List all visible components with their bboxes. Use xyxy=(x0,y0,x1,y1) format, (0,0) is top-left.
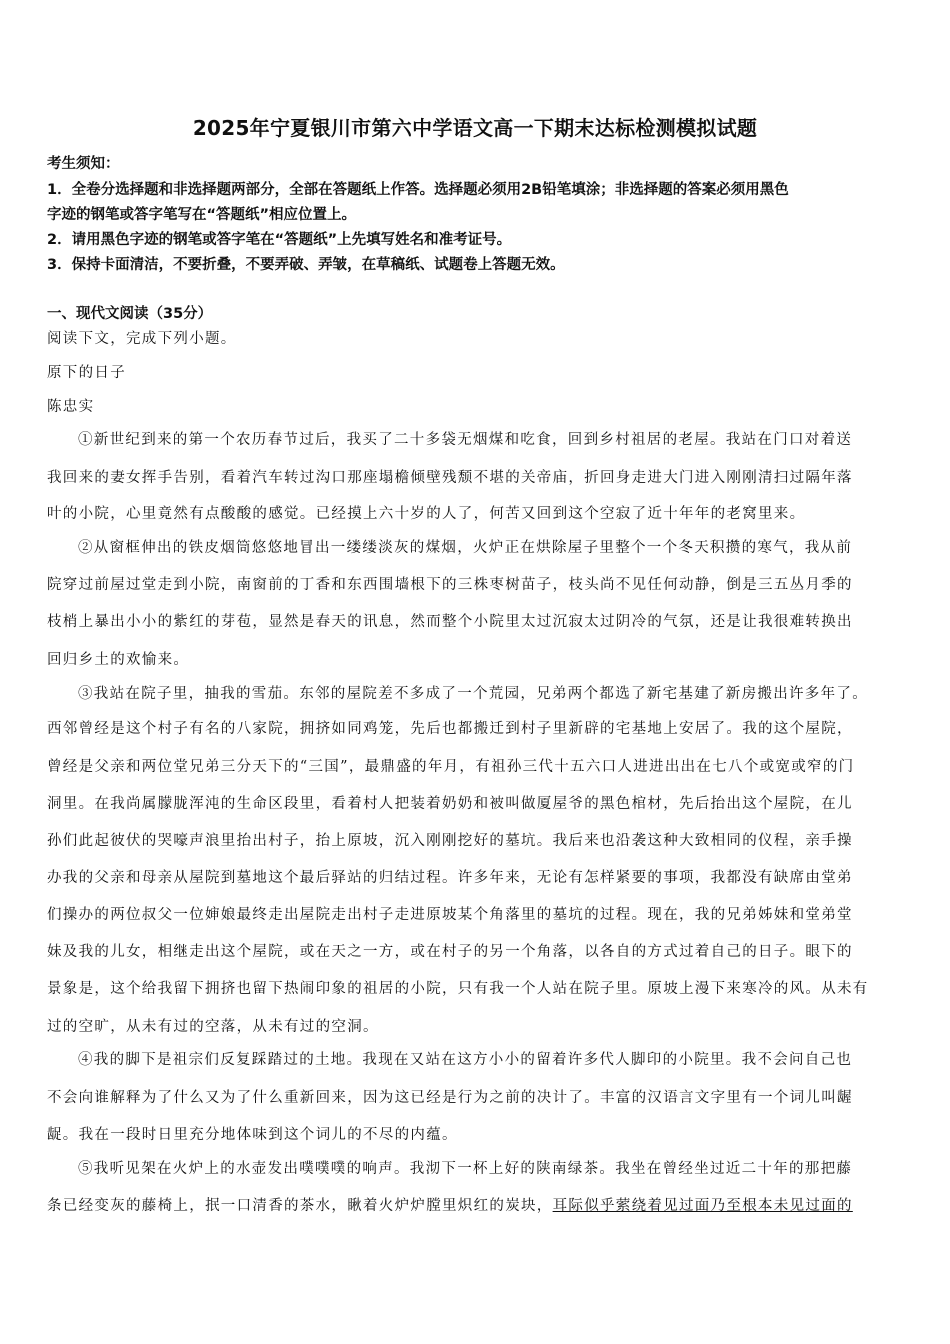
paragraph-line: 妹及我的儿女，相继走出这个屋院，或在天之一方，或在村子的另一个角落，以各自的方式过着自己的日子。眼下的 xyxy=(47,944,853,960)
paragraph-line: 西邻曾经是这个村子有名的八家院，拥挤如同鸡笼，先后也都搬迁到村子里新辟的宅基地上安居了。我的这个屋院， xyxy=(47,721,853,737)
section-heading: 一、现代文阅读（35分） xyxy=(47,306,213,322)
notice-item-3: 3．保持卡面清洁，不要折叠，不要弄破、弄皱，在草稿纸、试题卷上答题无效。 xyxy=(47,257,565,273)
paragraph-line: 院穿过前屋过堂走到小院，南窗前的丁香和东西围墙根下的三株枣树苗子，枝头尚不见任何动静，倒是三五丛月季的 xyxy=(47,577,853,593)
paragraph-line: 枝梢上暴出小小的紫红的芽苞，显然是春天的讯息，然而整个小院里太过沉寂太过阴冷的气氛，还是让我很难转换出 xyxy=(47,614,853,630)
paragraph-text: 条已经变灰的藤椅上，抿一口清香的茶水，瞅着火炉炉膛里炽红的炭块， xyxy=(47,1198,553,1214)
article-author: 陈忠实 xyxy=(47,399,95,415)
paragraph-line: ③我站在院子里，抽我的雪茄。东邻的屋院差不多成了一个荒园，兄弟两个都选了新宅基建了新房搬出许多年了。 xyxy=(78,686,868,702)
paragraph-line-last xyxy=(47,1194,853,1215)
paragraph-line: 过的空旷，从未有过的空落，从未有过的空洞。 xyxy=(47,1019,379,1035)
paragraph-line: 龊。我在一段时日里充分地体味到这个词儿的不尽的内蕴。 xyxy=(47,1127,458,1143)
paragraph-line: 孙们此起彼伏的哭嚎声浪里抬出村子，抬上原坡，沉入刚刚挖好的墓坑。我后来也沿袭这种大致相同的仪程，亲手操 xyxy=(47,833,853,849)
notice-item-1-cont: 字迹的钢笔或答字笔写在“答题纸”相应位置上。 xyxy=(47,207,357,223)
notice-item-1: 1．全卷分选择题和非选择题两部分，全部在答题纸上作答。选择题必须用2B铅笔填涂；非选择题的答案必须用黑色 xyxy=(47,182,789,198)
paragraph-line: 们操办的两位叔父一位婶娘最终走出屋院走出村子走进原坡某个角落里的墓坑的过程。现在，我的兄弟姊妹和堂弟堂 xyxy=(47,907,853,923)
reading-instruction: 阅读下文，完成下列小题。 xyxy=(47,331,237,347)
underlined-sentence: 耳际似乎萦绕着见过面乃至根本未见过面的 xyxy=(552,1198,853,1214)
paragraph-line: 曾经是父亲和两位堂兄弟三分天下的“三国”，最鼎盛的年月，有祖孙三代十五六口人进进出出在七八个或宽或窄的门 xyxy=(47,759,855,775)
paragraph-line: 办我的父亲和母亲从屋院到墓地这个最后驿站的归结过程。许多年来，无论有怎样紧要的事项，我都没有缺席由堂弟 xyxy=(47,870,853,886)
article-title: 原下的日子 xyxy=(47,365,126,381)
paragraph-line: 景象是，这个给我留下拥挤也留下热闹印象的祖居的小院，只有我一个人站在院子里。原坡上漫下来寒冷的风。从未有 xyxy=(47,981,869,997)
paragraph-line: 不会向谁解释为了什么又为了什么重新回来，因为这已经是行为之前的决计了。丰富的汉语言文字里有一个词儿叫龌 xyxy=(47,1090,853,1106)
paragraph-line: 我回来的妻女挥手告别，看着汽车转过沟口那座塌檐倾壁残颓不堪的关帝庙，折回身走进大门进入刚刚清扫过隔年落 xyxy=(47,470,853,486)
paragraph-line: ⑤我听见架在火炉上的水壶发出噗噗噗的响声。我沏下一杯上好的陕南绿茶。我坐在曾经坐过近二十年的那把藤 xyxy=(78,1161,853,1177)
paragraph-line: ④我的脚下是祖宗们反复踩踏过的土地。我现在又站在这方小小的留着许多代人脚印的小院里。我不会问自己也 xyxy=(78,1052,853,1068)
notice-heading: 考生须知： xyxy=(47,156,120,172)
paragraph-line: ①新世纪到来的第一个农历春节过后，我买了二十多袋无烟煤和吃食，回到乡村祖居的老屋。我站在门口对着送 xyxy=(78,432,853,448)
paragraph-line: 洞里。在我尚属朦胧浑沌的生命区段里，看着村人把装着奶奶和被叫做厦屋爷的黑色棺材，先后抬出这个屋院，在儿 xyxy=(47,796,853,812)
notice-item-2: 2．请用黑色字迹的钢笔或答字笔在“答题纸”上先填写姓名和准考证号。 xyxy=(47,232,512,248)
paragraph-line: ②从窗框伸出的铁皮烟筒悠悠地冒出一缕缕淡灰的煤烟，火炉正在烘除屋子里整个一个冬天积攒的寒气，我从前 xyxy=(78,540,853,556)
paragraph-line: 回归乡土的欢愉来。 xyxy=(47,652,190,668)
exam-title: 2025年宁夏银川市第六中学语文高一下期末达标检测模拟试题 xyxy=(192,116,758,140)
paragraph-line: 叶的小院，心里竟然有点酸酸的感觉。已经摸上六十岁的人了，何苦又回到这个空寂了近十年年的老窝里来。 xyxy=(47,506,806,522)
